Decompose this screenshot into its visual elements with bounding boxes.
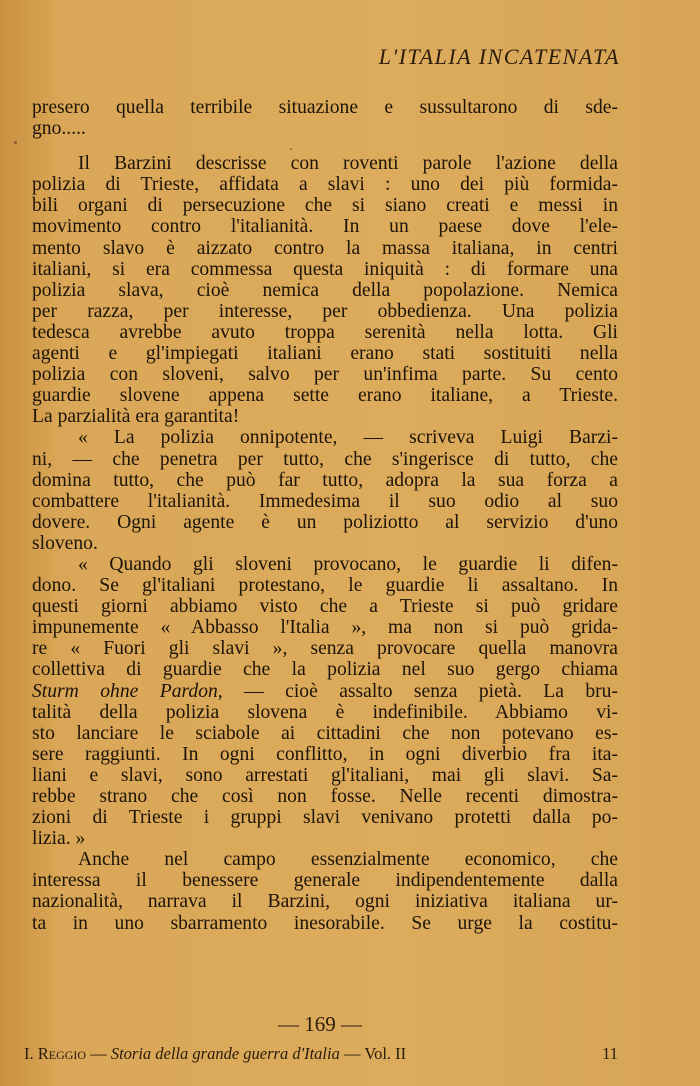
text-line: talità della polizia slovena è indefinibile. Abbiamo vi-	[32, 701, 618, 723]
text-line: dovere. Ogni agente è un poliziotto al servizio d'uno	[32, 511, 618, 533]
text-line: presero quella terribile situazione e sussultarono di sde-	[32, 97, 618, 118]
text-line: combattere l'italianità. Immedesima il suo odio al suo	[32, 490, 618, 512]
text-line: « La polizia onnipotente, — scriveva Luigi Barzi-	[78, 427, 618, 449]
text-line: per razza, per interesse, per obbedienza. Una polizia	[32, 300, 618, 322]
text-line: Anche nel campo essenzialmente economico, che	[78, 849, 618, 871]
text-line: polizia slava, cioè nemica della popolazione. Nemica	[32, 279, 618, 301]
text-line: zioni di Trieste i gruppi slavi venivano protetti dalla po-	[32, 807, 618, 829]
text-line: movimento contro l'italianità. In un paese dove l'ele-	[32, 216, 618, 238]
footer-dash: —	[90, 1044, 107, 1063]
text-line: Sturm ohne Pardon, — cioè assalto senza pietà. La bru-	[32, 680, 618, 702]
text-line: nazionalità, narrava il Barzini, ogni iniziativa italiana ur-	[32, 891, 618, 913]
text-line: italiani, si era commessa questa iniquità : di formare una	[32, 258, 618, 280]
text-line: impunemente « Abbasso l'Italia », ma non si può grida-	[32, 617, 618, 639]
text-line: liani e slavi, sono arrestati gl'italiani, mai gli slavi. Sa-	[32, 764, 618, 786]
running-head: L'ITALIA INCATENATA	[378, 44, 620, 69]
text-line: « Quando gli sloveni provocano, le guardie li difen-	[78, 553, 618, 575]
footer-separator: —	[343, 1044, 361, 1063]
text-line: re « Fuori gli slavi », senza provocare quella manovra	[32, 638, 618, 660]
text-line: lizia. »	[32, 828, 86, 850]
text-line: interessa il benessere generale indipendentemente dalla	[32, 870, 618, 892]
text-line: guardie slovene appena sette erano italiane, a Trieste.	[32, 385, 618, 407]
text-line: gno.....	[32, 118, 86, 140]
paper-speck	[14, 141, 17, 144]
text-line: bili organi di persecuzione che si siano creati e messi in	[32, 195, 618, 217]
footer-author: I. Reggio	[24, 1044, 87, 1063]
paragraph-gap	[32, 139, 618, 153]
text-line: collettiva di guardie che la polizia nel suo gergo chiama	[32, 659, 618, 681]
text-line: sere raggiunti. In ogni conflitto, in ogni diverbio fra ita-	[32, 743, 618, 765]
text-line: agenti e gl'impiegati italiani erano stati sostituiti nella	[32, 343, 618, 365]
text-line: ni, — che penetra per tutto, che s'ingerisce di tutto, che	[32, 448, 618, 470]
text-line: domina tutto, che può far tutto, adopra la sua forza a	[32, 469, 618, 491]
text-line: mento slavo è aizzato contro la massa italiana, in centri	[32, 237, 618, 259]
footer-signature: 11	[602, 1044, 618, 1063]
text-line: rebbe strano che così non fosse. Nelle recenti dimostra-	[32, 786, 618, 807]
footer	[24, 1044, 618, 1064]
text-line: ta in uno sbarramento inesorabile. Se urge la costitu-	[32, 912, 618, 934]
paper-speck	[290, 148, 292, 150]
page-number: — 169 —	[278, 1012, 362, 1036]
text-line: questi giorni abbiamo visto che a Trieste si può gridare	[32, 596, 618, 618]
text-line: Il Barzini descrisse con roventi parole l'azione della	[78, 153, 618, 175]
text-line: polizia di Trieste, affidata a slavi : uno dei più formida-	[32, 174, 618, 196]
text-line: dono. Se gl'italiani protestano, le guardie li assaltano. In	[32, 575, 618, 597]
text-line: tedesca avrebbe avuto troppa serenità nella lotta. Gli	[32, 321, 618, 343]
text-line: sto lanciare le sciabole ai cittadini che non potevano es-	[32, 722, 618, 744]
footer-volume: Vol. II	[364, 1044, 407, 1063]
text-line: polizia con sloveni, salvo per un'infima parte. Su cento	[32, 364, 618, 386]
body-text	[32, 97, 618, 934]
text-line: La parzialità era garantita!	[32, 406, 240, 428]
text-line: sloveno.	[32, 532, 98, 554]
footer-title: Storia della grande guerra d'Italia	[110, 1044, 340, 1063]
